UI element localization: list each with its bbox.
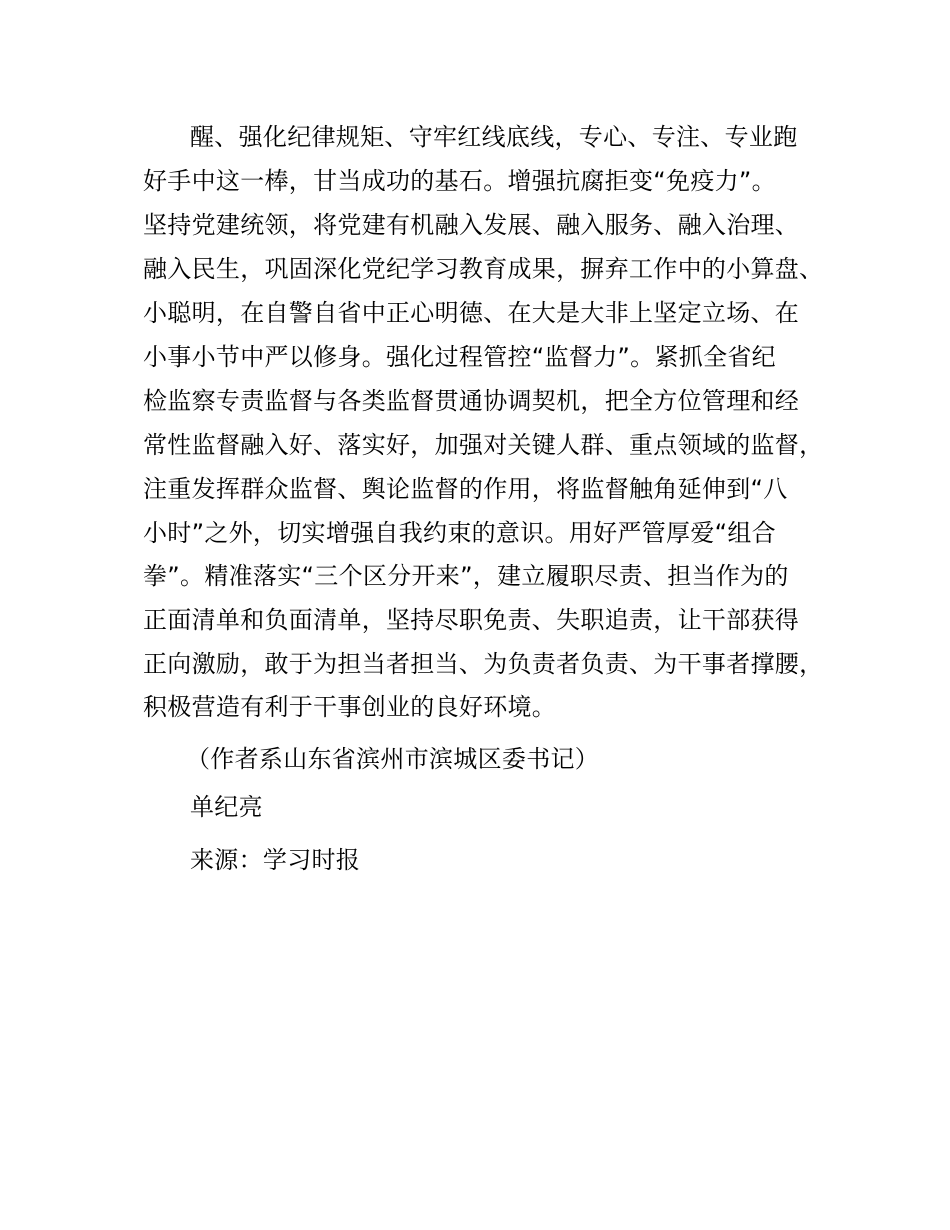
body-line: 正面清单和负面清单，坚持尽职免责、失职追责，让干部获得 [143,606,800,634]
body-line: 醒、强化纪律规矩、守牢红线底线，专心、专注、专业跑 [190,123,798,151]
body-line: 注重发挥群众监督、舆论监督的作用，将监督触角延伸到“八 [143,475,788,503]
body-line: 融入民生，巩固深化党纪学习教育成果，摒弃工作中的小算盘、 [143,255,824,283]
body-line: 小时”之外，切实增强自我约束的意识。用好严管厚爱“组合 [143,519,776,547]
author-name: 单纪亮 [190,793,263,821]
body-line: 常性监督融入好、落实好，加强对关键人群、重点领域的监督， [143,431,824,459]
source-line: 来源：学习时报 [190,846,361,874]
body-line: 检监察专责监督与各类监督贯通协调契机，把全方位管理和经 [143,387,800,415]
body-line: 积极营造有利于干事创业的良好环境。 [143,693,557,721]
body-line: 坚持党建统领，将党建有机融入发展、融入服务、融入治理、 [143,211,800,239]
author-note: （作者系山东省滨州市滨城区委书记） [186,745,600,773]
body-line: 好手中这一棒，甘当成功的基石。增强抗腐拒变“免疫力”。 [143,167,776,195]
body-line: 小事小节中严以修身。强化过程管控“监督力”。紧抓全省纪 [143,343,776,371]
body-line: 正向激励，敢于为担当者担当、为负责者负责、为干事者撑腰， [143,650,824,678]
body-line: 拳”。精准落实“三个区分开来”，建立履职尽责、担当作为的 [143,562,789,590]
body-line: 小聪明，在自警自省中正心明德、在大是大非上坚定立场、在 [143,299,800,327]
